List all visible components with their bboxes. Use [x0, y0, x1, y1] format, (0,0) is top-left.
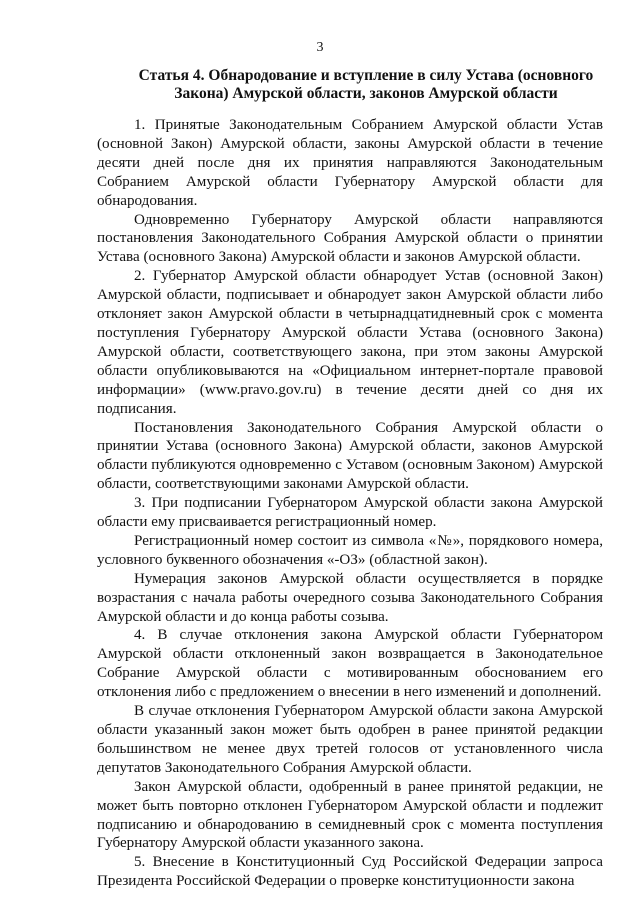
paragraph: 1. Принятые Законодательным Собранием Амурской области Устав (основной Закон) Амурской области, законы Амурской области в течение десяти дней после дня их принятия направляются Законодательным Собранием Амурской области Губернатору Амурской области для обнародования.: [97, 117, 603, 209]
article-title: [92, 67, 640, 103]
page-number: 3: [316, 40, 324, 55]
paragraph: Нумерация законов Амурской области осуществляется в порядке возрастания с начала работы очередного созыва Законодательного Собрания Амурской области и до конца работы созыва.: [97, 570, 603, 625]
paragraph: Закон Амурской области, одобренный в ранее принятой редакции, не может быть повторно отклонен Губернатором Амурской области и подлежит подписанию и обнародованию в семидневный срок с момента поступления Губернатору Амурской области указанного закона.: [97, 778, 603, 852]
paragraph: Регистрационный номер состоит из символа «№», порядкового номера, условного буквенного обозначения «-ОЗ» (областной закон).: [97, 532, 603, 568]
paragraph: 2. Губернатор Амурской области обнародует Устав (основной Закон) Амурской области, подписывает и обнародует закон Амурской области либо отклоняет закон Амурской области в четырнадцатидневный срок с момента поступления Губернатору Амурской области Устава (основного Закона) Амурской области, соответствующего закона, при этом законы Амурской области опубликовываются на «Официальном интернет-портале правовой информации» (www.pravo.gov.ru) в течение десяти дней со дня их подписания.: [97, 268, 603, 417]
paragraph: Постановления Законодательного Собрания Амурской области о принятии Устава (основного Закона) Амурской области, законов Амурской области публикуются одновременно с Уставом (основным Законом) Амурской области, соответствующими законами Амурской области.: [97, 419, 603, 493]
paragraph: В случае отклонения Губернатором Амурской области закона Амурской области указанный закон может быть одобрен в ранее принятой редакции большинством не менее двух третей голосов от установленного числа депутатов Законодательного Собрания Амурской области.: [97, 703, 603, 776]
paragraph: 4. В случае отклонения закона Амурской области Губернатором Амурской области отклоненный закон возвращается в Законодательное Собрание Амурской области с мотивированным обоснованием его отклонения либо с предложением о внесении в него изменений и дополнений.: [97, 627, 603, 701]
paragraph: 5. Внесение в Конституционный Суд Российской Федерации запроса Президента Российской Федерации о проверке конституционности закона: [97, 854, 603, 890]
paragraph: Одновременно Губернатору Амурской области направляются постановления Законодательного Собрания Амурской области о принятии Устава (основного Закона) Амурской области и законов Амурской области.: [97, 211, 603, 266]
article-title-line-2: Закона) Амурской области, законов Амурской области: [174, 85, 558, 102]
article-title-line-1: Статья 4. Обнародование и вступление в силу Устава (основного: [138, 67, 594, 84]
article-body: [97, 116, 603, 891]
paragraph: 3. При подписании Губернатором Амурской области закона Амурской области ему присваивается регистрационный номер.: [97, 495, 603, 531]
